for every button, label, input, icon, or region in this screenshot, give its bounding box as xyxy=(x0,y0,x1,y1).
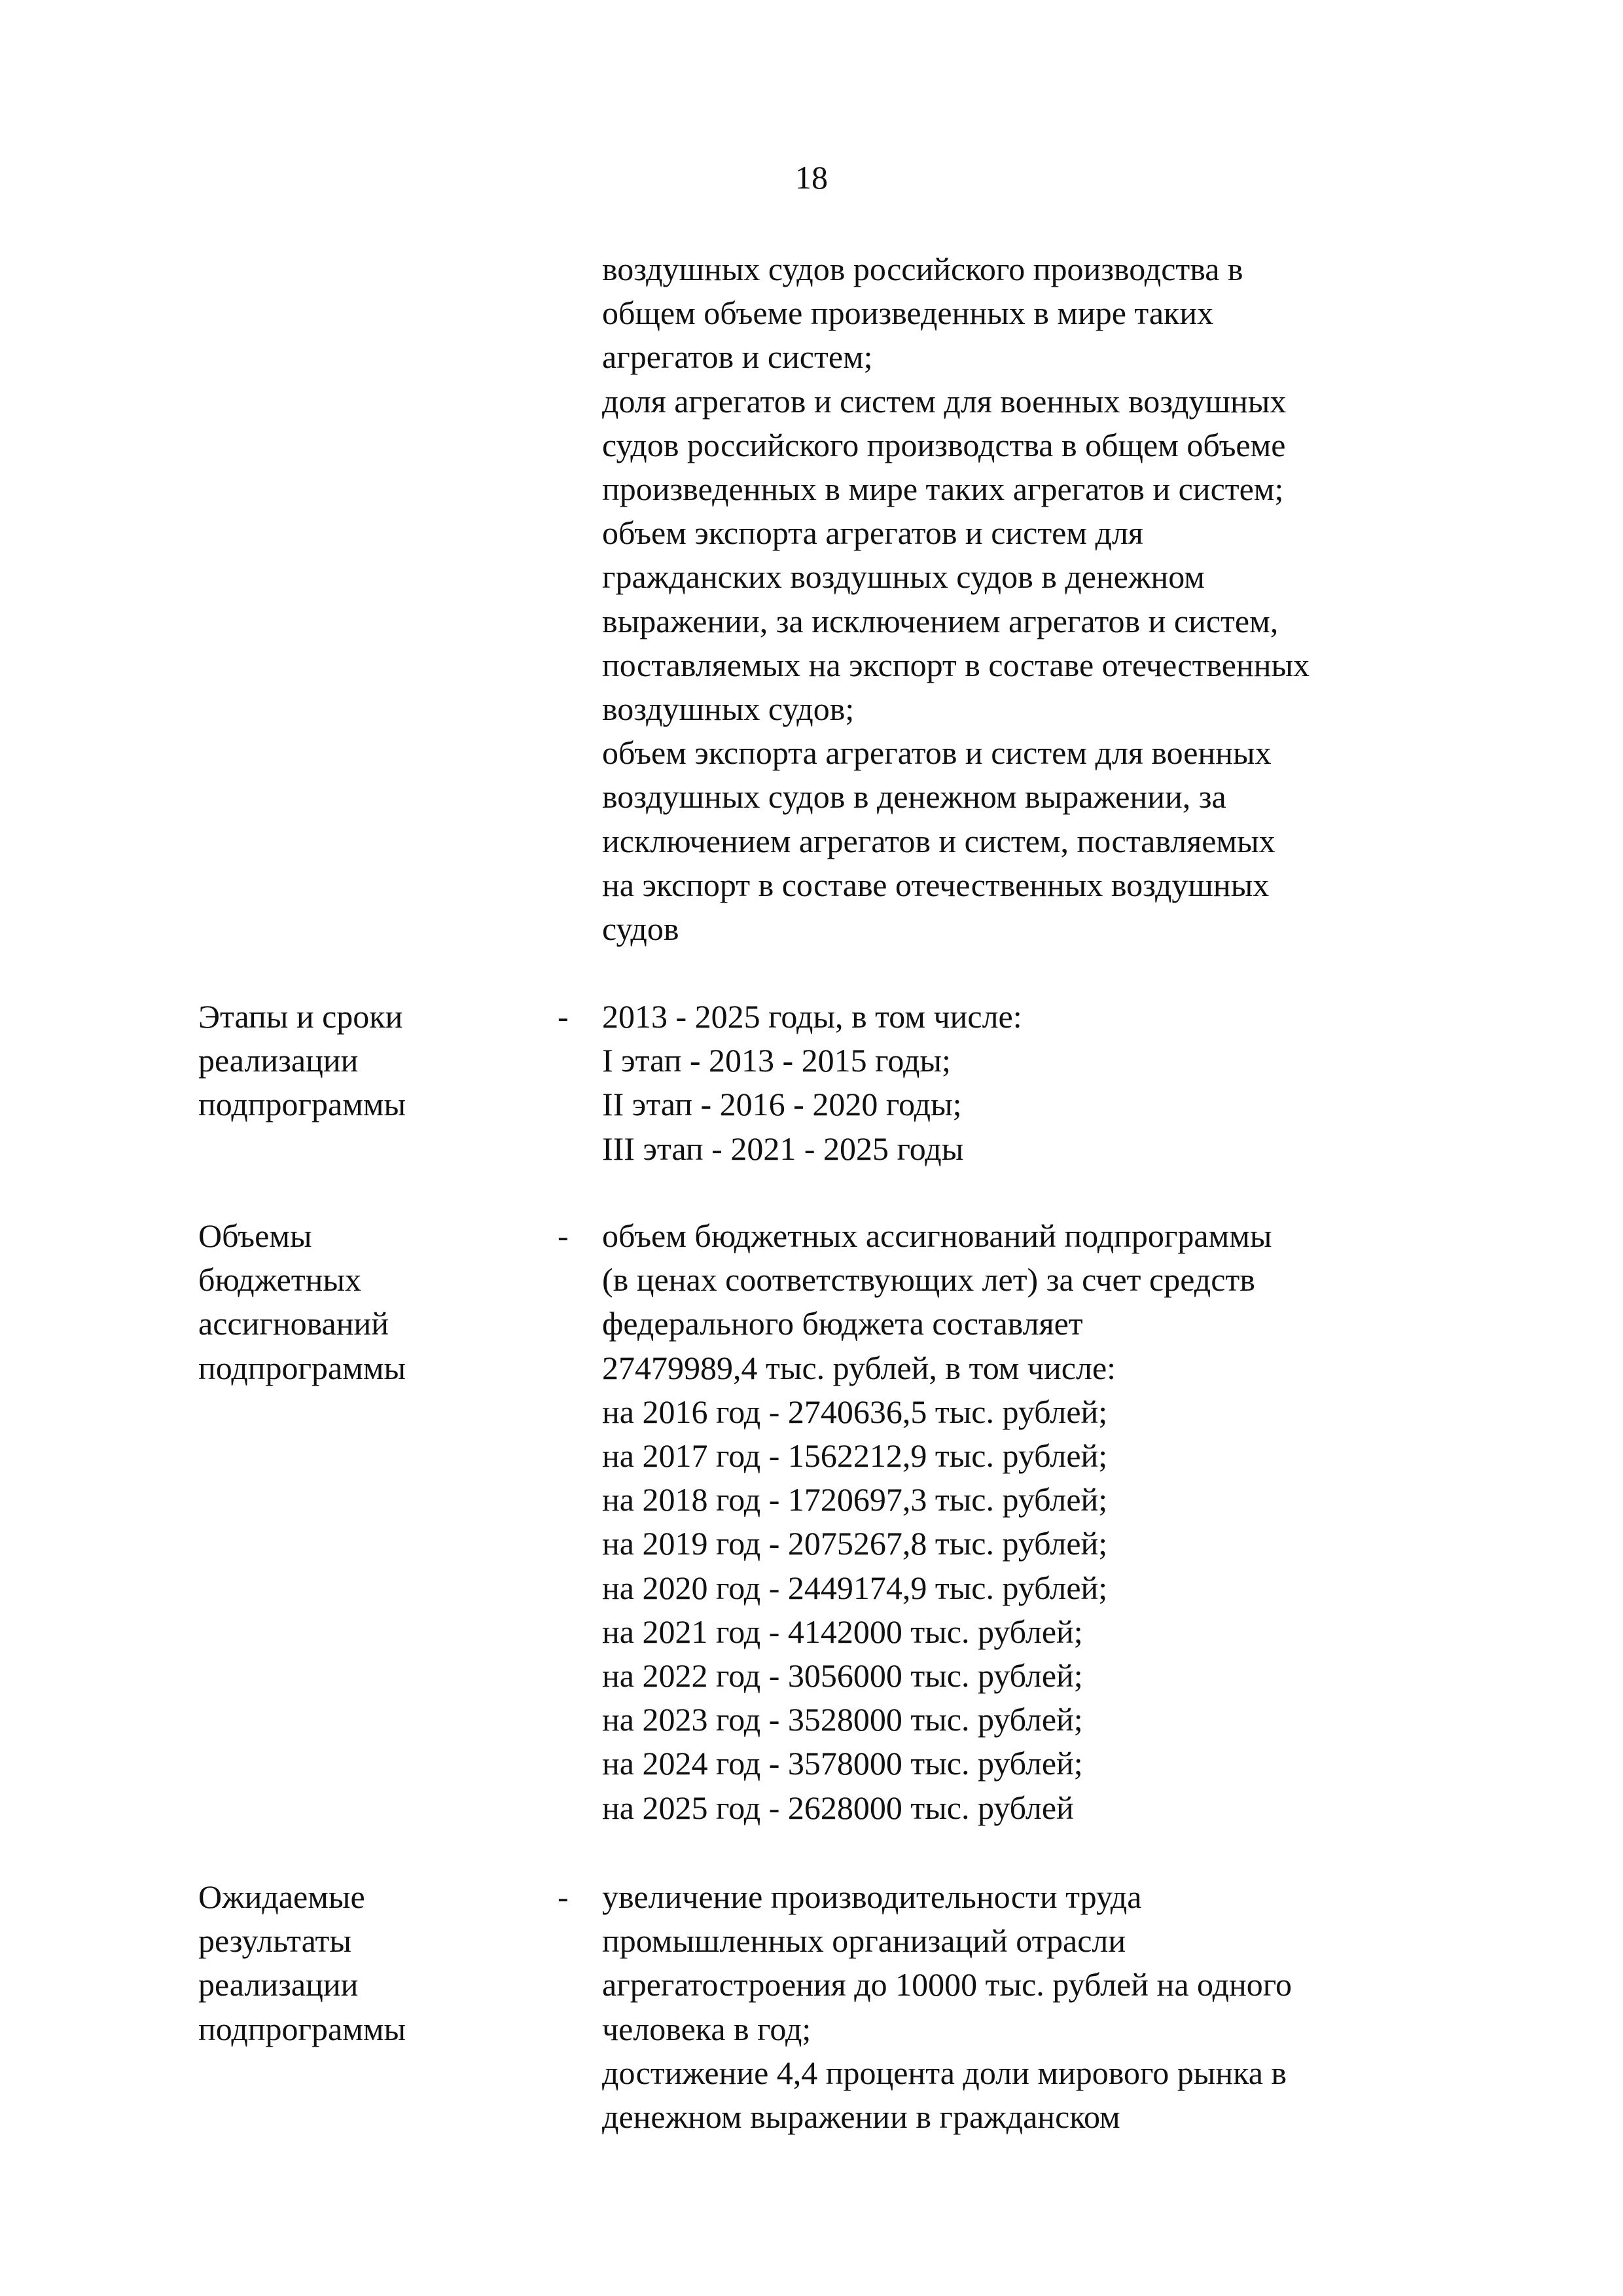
section-value xyxy=(602,995,1466,1171)
value-line: достижение 4,4 процента доли мирового рынка в xyxy=(602,2054,1287,2091)
text-line: воздушных судов; xyxy=(602,691,855,728)
value-line: промышленных организаций отрасли xyxy=(602,1922,1126,1960)
label-line: Этапы и сроки xyxy=(198,998,403,1035)
label-line: Ожидаемые xyxy=(198,1878,365,1915)
value-line: на 2022 год - 3056000 тыс. рублей; xyxy=(602,1657,1083,1695)
text-line: судов xyxy=(602,910,679,948)
section-value xyxy=(602,1214,1466,1830)
value-line: агрегатостроения до 10000 тыс. рублей на одного xyxy=(602,1966,1293,2003)
section-label xyxy=(198,1214,539,1390)
value-line: на 2018 год - 1720697,3 тыс. рублей; xyxy=(602,1481,1108,1518)
label-line: результаты xyxy=(198,1922,351,1960)
value-line: на 2016 год - 2740636,5 тыс. рублей; xyxy=(602,1393,1108,1430)
value-line: на 2024 год - 3578000 тыс. рублей; xyxy=(602,1745,1083,1782)
value-line: увеличение производительности труда xyxy=(602,1878,1142,1915)
value-line: (в ценах соответствующих лет) за счет средств xyxy=(602,1261,1255,1299)
label-line: бюджетных xyxy=(198,1261,361,1299)
label-line: подпрограммы xyxy=(198,1086,406,1123)
value-line: I этап - 2013 - 2015 годы; xyxy=(602,1042,951,1079)
value-line: на 2020 год - 2449174,9 тыс. рублей; xyxy=(602,1569,1108,1606)
section-dash: - xyxy=(558,1878,569,1915)
text-line: судов российского производства в общем объеме xyxy=(602,426,1286,463)
value-line: 2013 - 2025 годы, в том числе: xyxy=(602,998,1022,1035)
section-dash: - xyxy=(558,1217,569,1254)
value-line: на 2025 год - 2628000 тыс. рублей xyxy=(602,1789,1074,1826)
section-value xyxy=(602,1875,1466,2139)
value-line: на 2017 год - 1562212,9 тыс. рублей; xyxy=(602,1437,1108,1475)
text-line: исключением агрегатов и систем, поставляемых xyxy=(602,822,1275,859)
page-number: 18 xyxy=(795,159,828,196)
text-line: доля агрегатов и систем для военных воздушных xyxy=(602,382,1287,420)
label-line: подпрограммы xyxy=(198,1349,406,1386)
text-line: общем объеме произведенных в мире таких xyxy=(602,295,1214,332)
value-line: на 2021 год - 4142000 тыс. рублей; xyxy=(602,1613,1083,1650)
text-line: воздушных судов российского производства в xyxy=(602,251,1243,287)
text-line: на экспорт в составе отечественных воздушных xyxy=(602,866,1270,903)
value-line: III этап - 2021 - 2025 годы xyxy=(602,1130,964,1167)
section-dash: - xyxy=(558,998,569,1035)
text-line: объем экспорта агрегатов и систем для xyxy=(602,514,1143,552)
section-label xyxy=(198,995,539,1127)
text-line: произведенных в мире таких агрегатов и систем; xyxy=(602,471,1284,508)
text-line: объем экспорта агрегатов и систем для военных xyxy=(602,734,1272,772)
text-line: воздушных судов в денежном выражении, за xyxy=(602,778,1226,816)
text-line: поставляемых на экспорт в составе отечественных xyxy=(602,646,1310,683)
value-line: II этап - 2016 - 2020 годы; xyxy=(602,1086,962,1123)
text-line: агрегатов и систем; xyxy=(602,338,873,376)
text-line: гражданских воздушных судов в денежном xyxy=(602,558,1205,596)
value-line: федерального бюджета составляет xyxy=(602,1305,1083,1342)
value-line: 27479989,4 тыс. рублей, в том числе: xyxy=(602,1349,1116,1386)
value-line: денежном выражении в гражданском xyxy=(602,2098,1120,2136)
value-line: на 2023 год - 3528000 тыс. рублей; xyxy=(602,1701,1083,1738)
label-line: Объемы xyxy=(198,1217,312,1254)
label-line: реализации xyxy=(198,1042,359,1079)
value-line: объем бюджетных ассигнований подпрограммы xyxy=(602,1217,1272,1254)
label-line: реализации xyxy=(198,1966,359,2003)
label-line: подпрограммы xyxy=(198,2010,406,2047)
section-label xyxy=(198,1875,539,2051)
continuation-text xyxy=(602,247,1466,951)
value-line: на 2019 год - 2075267,8 тыс. рублей; xyxy=(602,1525,1108,1562)
label-line: ассигнований xyxy=(198,1305,389,1342)
value-line: человека в год; xyxy=(602,2010,812,2047)
text-line: выражении, за исключением агрегатов и систем, xyxy=(602,602,1279,639)
